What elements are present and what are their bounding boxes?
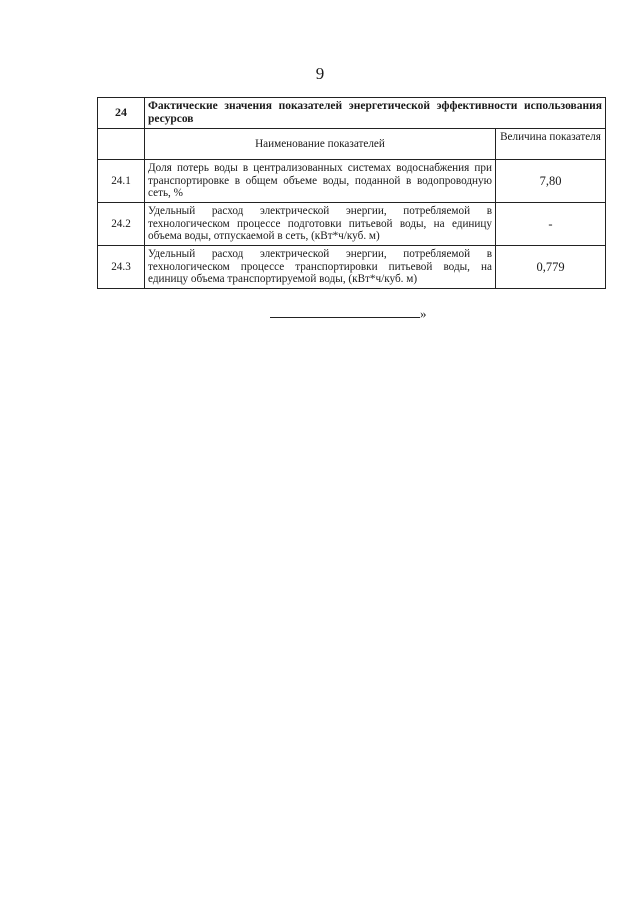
row-number: 24.2 [98,203,145,246]
row-value: 0,779 [496,246,606,289]
closing-quote: » [420,306,427,321]
closing-rule [270,308,420,318]
row-description: Доля потерь воды в централизованных системах водоснабжения при транспортировке в общем объеме воды, поданной в водопроводную сеть, % [145,160,496,203]
row-number: 24.1 [98,160,145,203]
row-description: Удельный расход электрической энергии, потребляемой в технологическом процессе транспортировки питьевой воды, на единицу объема транспортируемой воды, (кВт*ч/куб. м) [145,246,496,289]
column-header-empty [98,129,145,160]
table-row [98,246,606,289]
column-header-row [98,129,606,160]
indicators-table [97,97,606,289]
closing-line [270,306,427,322]
section-number: 24 [98,98,145,129]
page-number: 9 [315,64,325,83]
row-value: - [496,203,606,246]
section-header-row [98,98,606,129]
row-number: 24.3 [98,246,145,289]
column-header-value: Величина показателя [496,129,606,160]
column-header-name: Наименование показателей [145,129,496,160]
row-value: 7,80 [496,160,606,203]
row-description: Удельный расход электрической энергии, потребляемой в технологическом процессе подготовки питьевой воды, на единицу объема воды, отпускаемой в сеть, (кВт*ч/куб. м) [145,203,496,246]
table-row [98,160,606,203]
table-row [98,203,606,246]
section-title: Фактические значения показателей энергетической эффективности использования ресурсов [145,98,606,129]
